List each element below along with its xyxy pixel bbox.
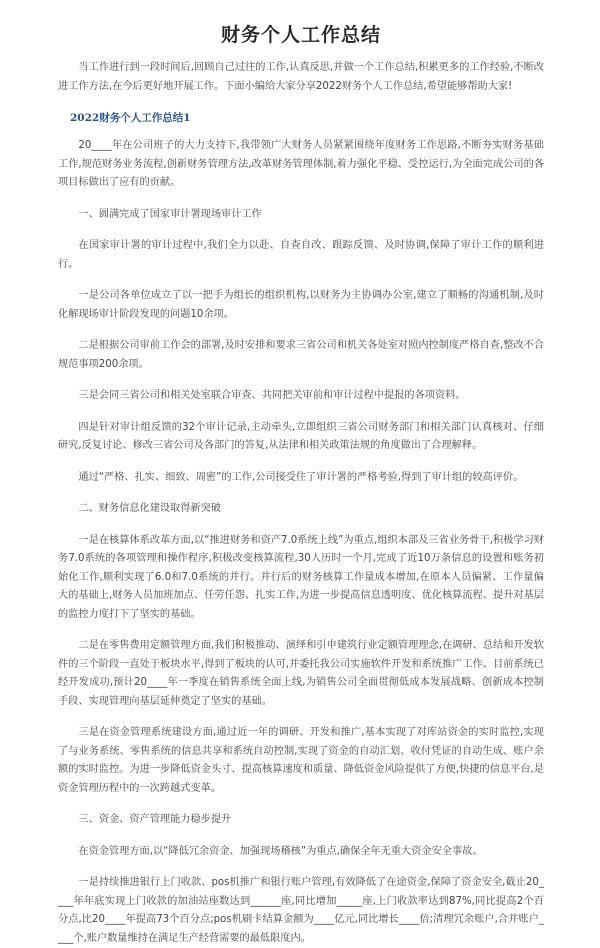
body-paragraph: 二是在零售费用定额管理方面,我们积极推动、演绎和引申建筑行业定额管理理念,在调研、总结和开发软件的三个阶段一直处于板块水平,得到了板块的认可,并委托我公司实施软件开发和系统推广工作。目前系统已经开发成功,预计20____年一季度在销售系统全面上线,为销售公司全面贯彻低成本发展战略、创新成本控制手段、实现管理向基层延伸奠定了坚实的基础。 — [58, 640, 544, 707]
section-heading: 三、资金、资产管理能力稳步提升 — [78, 814, 232, 825]
page-title: 财务个人工作总结 — [220, 24, 381, 46]
section-heading: 二、财务信息化建设取得新突破 — [78, 503, 222, 514]
body-paragraph: 三是在资金管理系统建设方面,通过近一年的调研、开发和推广,基本实现了对库站资金的实时监控,实现了与业务系统、零售系统的信息共享和系统自动控制,实现了资金的自动汇划、收付凭证的自动生成、账户余额的实时监控。为进一步降低资金头寸、提高核算速度和质量、降低资金风险提供了方便,快捷的信息平台,是资金管理历程中的一次跨越式变革。 — [58, 727, 544, 794]
section-heading: 一、圆满完成了国家审计署现场审计工作 — [78, 208, 262, 220]
body-paragraph: 通过“严格、扎实、细致、周密”的工作,公司接受住了审计署的严格考验,得到了审计组的较高评价。 — [78, 471, 524, 483]
section-subtitle: 2022财务个人工作总结1 — [70, 112, 191, 124]
body-paragraph: 20____年在公司班子的大力支持下,我带领广大财务人员紧紧围绕年度财务工作思路,不断夯实财务基础工作,规范财务业务流程,创新财务管理方法,改革财务管理体制,着力强化平稳、受控运行,为全面完成公司的各项目标做出了应有的贡献。 — [58, 140, 544, 188]
body-paragraph: 一是在核算体系改革方面,以“推进财务和资产7.0系统上线”为重点,组织本部及三省业务骨干,积极学习财务7.0系统的各项管理和操作程序,积极改变核算流程,30人历时一个月,完成了近10万条信息的设置和账务初始化工作,顺利实现了6.0和7.0系统的并行。并行后的财务核算工作量成本增加,在原本人员偏紧、工作量偏大的基础上,财务人员加班加点、任劳任怨、扎实工作,为进一步提高信息透明度、优化核算流程、提升对基层的监控力度打下了坚实的基础。 — [58, 534, 544, 620]
body-paragraph: 一是公司各单位成立了以一把手为组长的组织机构,以财务为主协调办公室,建立了顺畅的沟通机制,及时化解现场审计阶段发现的问题10余项。 — [58, 290, 544, 320]
body-paragraph: 一是持续推进银行上门收款、pos机推广和银行账户管理,有效降低了在途资金,保障了资金安全,截止20____年年底实现上门收款的加油站座数达到______座,同比增加_____座,上门收款率达到87%,同比提高2个百分点,比20____年提高73个百分点;pos机刷卡结算金额为____亿元,同比增长____倍;清理冗余账户,合并账户____个,账户数量维持在满足生产经营需要的最低限度内。 — [58, 877, 544, 944]
body-paragraph: 二是根据公司审前工作会的部署,及时安排和要求三省公司和机关各处室对照内控制度严格自查,整改不合规范事项200余项。 — [58, 340, 544, 370]
body-paragraph: 四是针对审计组反馈的32个审计记录,主动牵头,立即组织三省公司财务部门和相关部门认真核对、仔细研究,反复讨论、修改三省公司及各部门的答复,从法律和相关政策法规的角度做出了合理解释。 — [58, 421, 544, 451]
body-paragraph: 三是会同三省公司和相关处室联合审查、共同把关审前和审计过程中提报的各项资料。 — [78, 390, 466, 401]
body-paragraph: 在资金管理方面,以“降低冗余资金、加强现场稽核”为重点,确保全年无重大资金安全事故。 — [78, 845, 483, 857]
body-paragraph: 在国家审计署的审计过程中,我们全力以赴、自查自改、跟踪反馈、及时协调,保障了审计工作的顺利进行。 — [58, 240, 544, 270]
intro-paragraph: 当工作进行到一段时间后,回顾自己过往的工作,认真反思,并做一个工作总结,积累更多的工作经验,不断改进工作方法,在今后更好地开展工作。下面小编给大家分享2022财务个人工作总结,希望能够帮助大家! — [58, 62, 544, 92]
